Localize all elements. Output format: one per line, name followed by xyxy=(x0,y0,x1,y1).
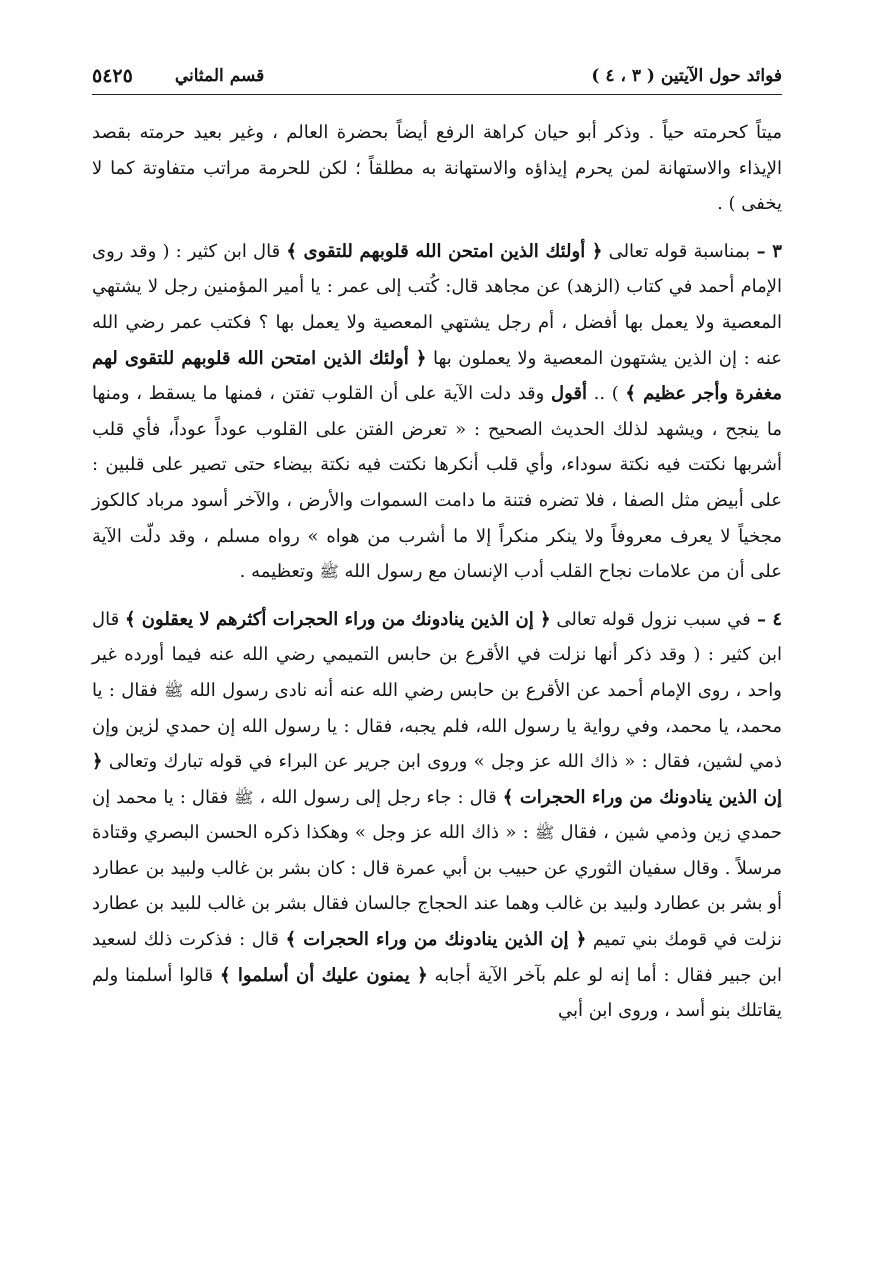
paragraph-3 xyxy=(92,602,782,1029)
salutation-icon: ﷺ xyxy=(534,823,555,843)
text-span: قال : جاء رجل إلى رسول الله ، xyxy=(253,786,503,808)
quran-verse: ﴿ أولئك الذين امتحن الله قلوبهم للتقوى لهم مغفرة وأجر عظيم ﴾ xyxy=(92,347,783,405)
text-span: : « ذاك الله عز وجل » وهكذا ذكره الحسن البصري وقتادة مرسلاً . وقال سفيان الثوري عن حبيب بن أبي عمرة قال : كان بشر بن غالب ولبيد بن عطارد أو بشر بن عطارد ولبيد بن غالب وهما عند الحجاج جالسان فقال بشر بن غالب للبيد بن عطارد نزلت في قومك بني تميم xyxy=(92,822,783,951)
quran-verse: ﴿ أولئك الذين امتحن الله قلوبهم للتقوى ﴾ xyxy=(286,240,603,262)
page-number: ٥٤٢٥ xyxy=(92,65,133,87)
text-span: قال ابن كثير : ( وقد ذكر أنها نزلت في الأقرع بن حابس التميمي رضي الله عنه فيما أورده غير واحد ، روى الإمام أحمد عن الأقرع بن حابس رضي الله عنه أنه نادى رسول الله xyxy=(92,608,782,701)
text-span: قال : فذكرت ذلك لسعيد ابن جبير فقال : أما إنه لو علم بآخر الآية أجابه xyxy=(92,929,783,986)
paragraph-1-text: ميتاً كحرمته حياً . وذكر أبو حيان كراهة الرفع أيضاً بحضرة العالم ، وغير بعيد حرمته بقصد الإيذاء والاستهانة لمن يحرم إيذاؤه والاستهانة به مطلقاً ؛ لكن للحرمة مراتب متفاوتة كما لا يخفى ) . xyxy=(92,122,782,215)
text-span: وتعظيمه . xyxy=(239,561,320,583)
author-note-keyword: أقول xyxy=(551,383,587,405)
item-number-3: ٣ – xyxy=(749,240,782,262)
text-span: بمناسبة قوله تعالى xyxy=(602,240,750,262)
text-span: قال ابن كثير : ( وقد روى الإمام أحمد في كتاب (الزهد) عن مجاهد قال: كُتب إلى عمر : يا أمير المؤمنين رجل لا يشتهي المعصية ولا يعمل بها أفضل ، أم رجل يشتهي المعصية ولا يعمل بها ؟ فكتب عمر رضي الله عنه : إن الذين يشتهون المعصية ولا يعملون بها xyxy=(92,240,783,369)
text-span: قالوا أسلمنا ولم يقاتلك بنو أسد ، وروى ابن أبي xyxy=(92,964,782,1022)
text-span: فقال : يا محمد، يا محمد، وفي رواية يا رسول الله، فلم يجبه، فقال : يا رسول الله إن حمدي لزين وإن ذمي لشين، فقال : « ذاك الله عز وجل » وروى ابن جرير عن البراء في قوله تبارك وتعالى xyxy=(92,679,782,773)
text-span: وقد دلت الآية على أن القلوب تفتن ، فمنها ما يسقط ، ومنها ما ينجح ، ويشهد لذلك الحديث الصحيح : « تعرض الفتن على القلوب عوداً عوداً، فأي قلب أشربها نكتت فيه نكتة سوداء، وأي قلب أنكرها نكتت فيه نكتة بيضاء حتى تصير على قلبين : على أبيض مثل الصفا ، فلا تضره فتنة ما دامت السموات والأرض ، والآخر أسود مرباد كالكوز مجخياً لا يعرف معروفاً ولا ينكر منكراً إلا ما أشرب من هواه » رواه مسلم ، وقد دلّت الآية على أن من علامات نجاح القلب أدب الإنسان مع رسول الله xyxy=(92,383,782,583)
text-span: في سبب نزول قوله تعالى xyxy=(550,608,751,630)
text-span: ) .. xyxy=(587,383,626,405)
paragraph-2 xyxy=(92,234,782,590)
item-number-4: ٤ – xyxy=(750,608,782,630)
page-body xyxy=(92,115,782,1029)
quran-verse: ﴿ يمنون عليك أن أسلموا ﴾ xyxy=(219,964,428,986)
page-header xyxy=(92,58,782,95)
quran-verse: ﴿ إن الذين ينادونك من وراء الحجرات ﴾ xyxy=(285,929,587,951)
header-left-group xyxy=(92,65,264,87)
salutation-icon: ﷺ xyxy=(319,562,339,582)
running-title: فوائد حول الآيتين ( ٣ ، ٤ ) xyxy=(591,66,782,86)
section-name: قسم المثاني xyxy=(174,66,265,86)
salutation-icon: ﷺ xyxy=(234,787,254,807)
paragraph-1 xyxy=(92,115,782,222)
salutation-icon: ﷺ xyxy=(163,680,184,700)
text-span: فقال : يا محمد إن حمدي زين وذمي شين ، فقال xyxy=(92,786,782,844)
quran-verse: ﴿ إن الذين ينادونك من وراء الحجرات ﴾ xyxy=(92,751,783,808)
quran-verse: ﴿ إن الذين ينادونك من وراء الحجرات أكثرهم لا يعقلون ﴾ xyxy=(124,608,551,630)
